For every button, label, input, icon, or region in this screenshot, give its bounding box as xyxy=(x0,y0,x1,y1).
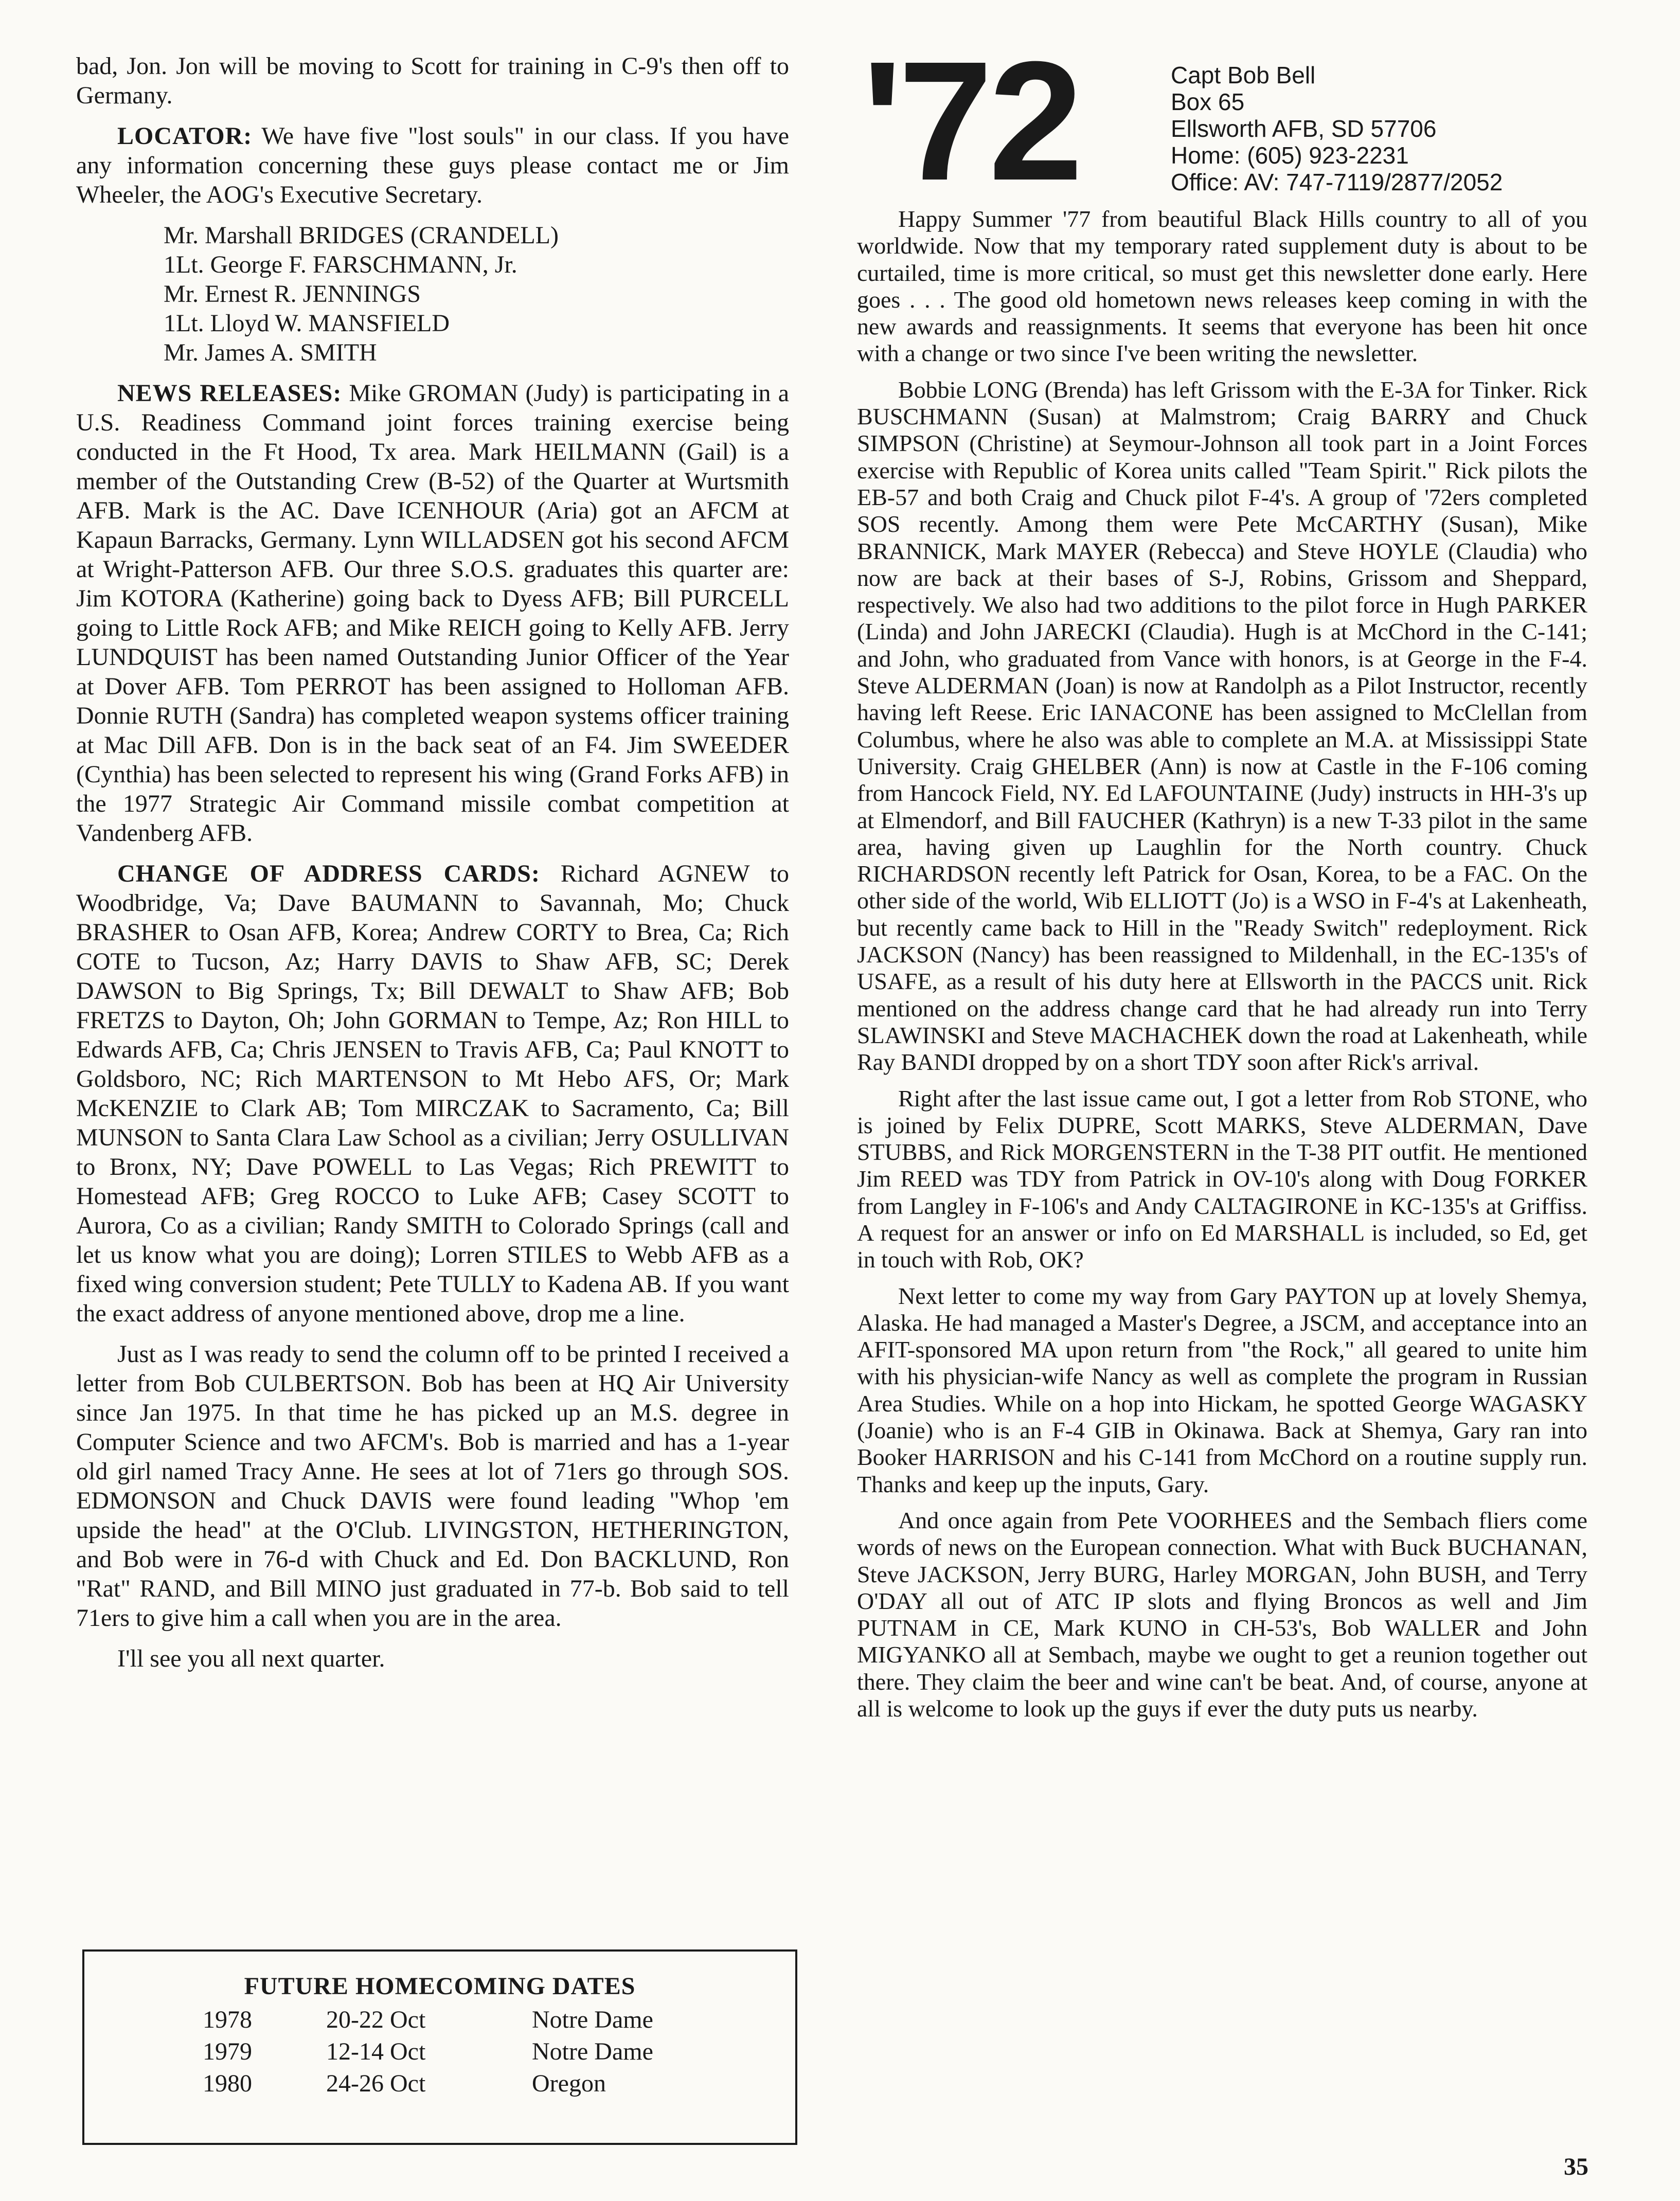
address-line: Ellsworth AFB, SD 57706 xyxy=(1171,115,1437,142)
change-heading: CHANGE OF ADDRESS CARDS: xyxy=(117,860,540,887)
list-item: 1Lt. Lloyd W. MANSFIELD xyxy=(164,310,450,337)
homecoming-box xyxy=(82,1949,797,2145)
class-header xyxy=(857,26,1587,216)
locator-text: We have five "lost souls" in our class. If you have any information concerning these guys please contact me or Jim Wheeler, the AOG's Executive Secretary. xyxy=(76,122,789,208)
address-line: Office: AV: 747-7119/2877/2052 xyxy=(1171,169,1503,195)
list-item: Mr. Marshall BRIDGES (CRANDELL) xyxy=(164,222,559,249)
lost-souls-list xyxy=(76,221,789,367)
change-paragraph xyxy=(76,859,789,1328)
team-cell: Oregon xyxy=(532,2070,606,2097)
class-year: '72 xyxy=(862,26,1079,216)
news-paragraph xyxy=(76,379,789,848)
address-line: Home: (605) 923-2231 xyxy=(1171,142,1409,169)
paragraph: Happy Summer '77 from beautiful Black Hills country to all of you worldwide. Now that my temporary rated supplement duty is about to be curtailed, time is more critical, so must get this newsletter done early. Here goes . . . The good old hometown news releases keep coming in with the new awards and reassignments. It seems that everyone has been hit once with a change or two since I've been writing the newsletter. xyxy=(857,206,1587,367)
page-number: 35 xyxy=(1564,2153,1588,2180)
intro-paragraph: bad, Jon. Jon will be moving to Scott for training in C-9's then off to Germany. xyxy=(76,52,789,109)
paragraph: Next letter to come my way from Gary PAYTON up at lovely Shemya, Alaska. He had managed a Master's Degree, a JSCM, and acceptance into an AFIT-sponsored MA upon return from "the Rock," all geared to unite him with his physician-wife Nancy as well as complete the program in Russian Area Studies. While on a hop into Hickam, he spotted George WAGASKY (Joanie) who is an F-4 GIB in Okinawa. Back at Shemya, Gary ran into Booker HARRISON and his C-141 from McChord on a routine supply run. Thanks and keep up the inputs, Gary. xyxy=(857,1282,1587,1497)
address-line: Capt Bob Bell xyxy=(1171,62,1316,88)
address-line: Box 65 xyxy=(1171,88,1245,115)
paragraph: Bobbie LONG (Brenda) has left Grissom with the E-3A for Tinker. Rick BUSCHMANN (Susan) at Malmstrom; Craig BARRY and Chuck SIMPSON (Christine) at Seymour-Johnson all took part in a Joint Forces exercise with Republic of Korea units called "Team Spirit." Rick pilots the EB-57 and both Craig and Chuck pilot F-4's. A group of '72ers completed SOS recently. Among them were Pete McCARTHY (Susan), Mike BRANNICK, Mark MAYER (Rebecca) and Steve HOYLE (Claudia) who now are back at their bases of S-J, Robins, Grissom and Sheppard, respectively. We also had two additions to the pilot force in Hugh PARKER (Linda) and John JARECKI (Claudia). Hugh is at McChord in the C-141; and John, who graduated from Vance with honors, is at George in the F-4. Steve ALDERMAN (Joan) is now at Randolph as a Pilot Instructor, recently having left Reese. Eric IANACONE has been assigned to McClellan from Columbus, where he also was able to complete an M.A. at Mississippi State University. Craig GHELBER (Ann) is now at Castle in the F-106 coming from Hancock Field, NY. Ed LAFOUNTAINE (Judy) instructs in HH-3's up at Elmendorf, and Bill FAUCHER (Kathryn) is a new T-33 pilot in the same area, having given up Laughlin for the North country. Chuck RICHARDSON recently left Patrick for Osan, Korea, to be a FAC. On the other side of the world, Wib ELLIOTT (Jo) is a WSO in F-4's at Lakenheath, but recently came back to Hill in the "Ready Switch" redeployment. Rick JACKSON (Nancy) has been reassigned to Mildenhall, in the EC-135's of USAFE, as a result of his duty here at Ellsworth in the PACCS unit. Rick mentioned on the address change card that he had already run into Terry SLAWINSKI and Steve MACHACHEK down the road at Lakenheath, while Ray BANDI dropped by on a short TDY soon after Rick's arrival. xyxy=(857,376,1587,1076)
team-cell: Notre Dame xyxy=(532,2006,653,2033)
list-item: Mr. Ernest R. JENNINGS xyxy=(164,280,421,308)
year-cell: 1980 xyxy=(203,2070,252,2097)
table-row xyxy=(84,2006,795,2037)
paragraph: And once again from Pete VOORHEES and the Sembach fliers come words of news on the European connection. What with Buck BUCHANAN, Steve JACKSON, Jerry BURG, Harley MORGAN, John BUSH, and Terry O'DAY all out of ATC IP slots and flying Broncos as well and Jim PUTNAM in CE, Mark KUNO in CH-53's, Bob WALLER and John MIGYANKO all at Sembach, maybe we ought to get a reunion together out there. They claim the beer and wine can't be beat. And, of course, anyone at all is welcome to look up the guys if ever the duty puts us nearby. xyxy=(857,1507,1587,1722)
right-column xyxy=(857,206,1587,1731)
news-text: Mike GROMAN (Judy) is participating in a U.S. Readiness Command joint forces training exercise being conducted in the Ft Hood, Tx area. Mark HEILMANN (Gail) is a member of the Outstanding Crew (B-52) of the Quarter at Wurtsmith AFB. Mark is the AC. Dave ICENHOUR (Aria) got an AFCM at Kapaun Barracks, Germany. Lynn WILLADSEN got his second AFCM at Wright-Patterson AFB. Our three S.O.S. graduates this quarter are: Jim KOTORA (Katherine) going back to Dyess AFB; Bill PURCELL going to Little Rock AFB; and Mike REICH going to Kelly AFB. Jerry LUNDQUIST has been named Outstanding Junior Officer of the Year at Dover AFB. Tom PERROT has been assigned to Holloman AFB. Donnie RUTH (Sandra) has completed weapon systems officer training at Mac Dill AFB. Don is in the back seat of an F4. Jim SWEEDER (Cynthia) has been selected to represent his wing (Grand Forks AFB) in the 1977 Strategic Air Command missile combat competition at Vandenberg AFB. xyxy=(76,380,790,847)
dates-cell: 20-22 Oct xyxy=(326,2006,426,2033)
list-item: Mr. James A. SMITH xyxy=(164,339,377,366)
table-row xyxy=(84,2069,795,2101)
locator-paragraph xyxy=(76,121,789,209)
team-cell: Notre Dame xyxy=(532,2038,653,2065)
list-item: 1Lt. George F. FARSCHMANN, Jr. xyxy=(164,251,517,278)
dates-cell: 24-26 Oct xyxy=(326,2070,426,2097)
table-row xyxy=(84,2037,795,2069)
dates-cell: 12-14 Oct xyxy=(326,2038,426,2065)
year-cell: 1979 xyxy=(203,2038,252,2065)
homecoming-title: FUTURE HOMECOMING DATES xyxy=(244,1973,636,2000)
year-cell: 1978 xyxy=(203,2006,252,2033)
correspondent-address xyxy=(1171,62,1503,195)
change-text: Richard AGNEW to Woodbridge, Va; Dave BAUMANN to Savannah, Mo; Chuck BRASHER to Osan AFB, Korea; Andrew CORTY to Brea, Ca; Rich COTE to Tucson, Az; Harry DAVIS to Shaw AFB, SC; Derek DAWSON to Big Springs, Tx; Bill DEWALT to Shaw AFB; Bob FRETZS to Dayton, Oh; John GORMAN to Tempe, Az; Ron HILL to Edwards AFB, Ca; Chris JENSEN to Travis AFB, Ca; Paul KNOTT to Goldsboro, NC; Rich MARTENSON to Mt Hebo AFS, Or; Mark McKENZIE to Clark AB; Tom MIRCZAK to Sacramento, Ca; Bill MUNSON to Santa Clara Law School as a civilian; Jerry OSULLIVAN to Bronx, NY; Dave POWELL to Las Vegas; Rich PREWITT to Homestead AFB; Greg ROCCO to Luke AFB; Casey SCOTT to Aurora, Co as a civilian; Randy SMITH to Colorado Springs (call and let us know what you are doing); Lorren STILES to Webb AFB as a fixed wing conversion student; Pete TULLY to Kadena AB. If you want the exact address of anyone mentioned above, drop me a line. xyxy=(76,860,789,1327)
locator-heading: LOCATOR: xyxy=(117,122,253,150)
news-heading: NEWS RELEASES: xyxy=(117,380,342,407)
closing-paragraph: I'll see you all next quarter. xyxy=(117,1645,385,1672)
culbertson-paragraph: Just as I was ready to send the column off to be printed I received a letter from Bob CULBERTSON. Bob has been at HQ Air University since Jan 1975. In that time he has picked up an M.S. degree in Computer Science and two AFCM's. Bob is married and has a 1-year old girl named Tracy Anne. He sees at lot of 71ers go through SOS. EDMONSON and Chuck DAVIS were found leading "Whop 'em upside the head" at the O'Club. LIVINGSTON, HETHERINGTON, and Bob were in 76-d with Chuck and Ed. Don BACKLUND, Ron "Rat" RAND, and Bill MINO just graduated in 77-b. Bob said to tell 71ers to give him a call when you are in the area. xyxy=(76,1340,789,1632)
left-column xyxy=(76,51,789,1685)
paragraph: Right after the last issue came out, I got a letter from Rob STONE, who is joined by Felix DUPRE, Scott MARKS, Steve ALDERMAN, Dave STUBBS, and Rick MORGENSTERN in the T-38 PIT outfit. He mentioned Jim REED was TDY from Patrick in OV-10's along with Doug FORKER from Langley in F-106's and Andy CALTAGIRONE in KC-135's at Griffiss. A request for an answer or info on Ed MARSHALL is included, so Ed, get in touch with Rob, OK? xyxy=(857,1085,1587,1273)
